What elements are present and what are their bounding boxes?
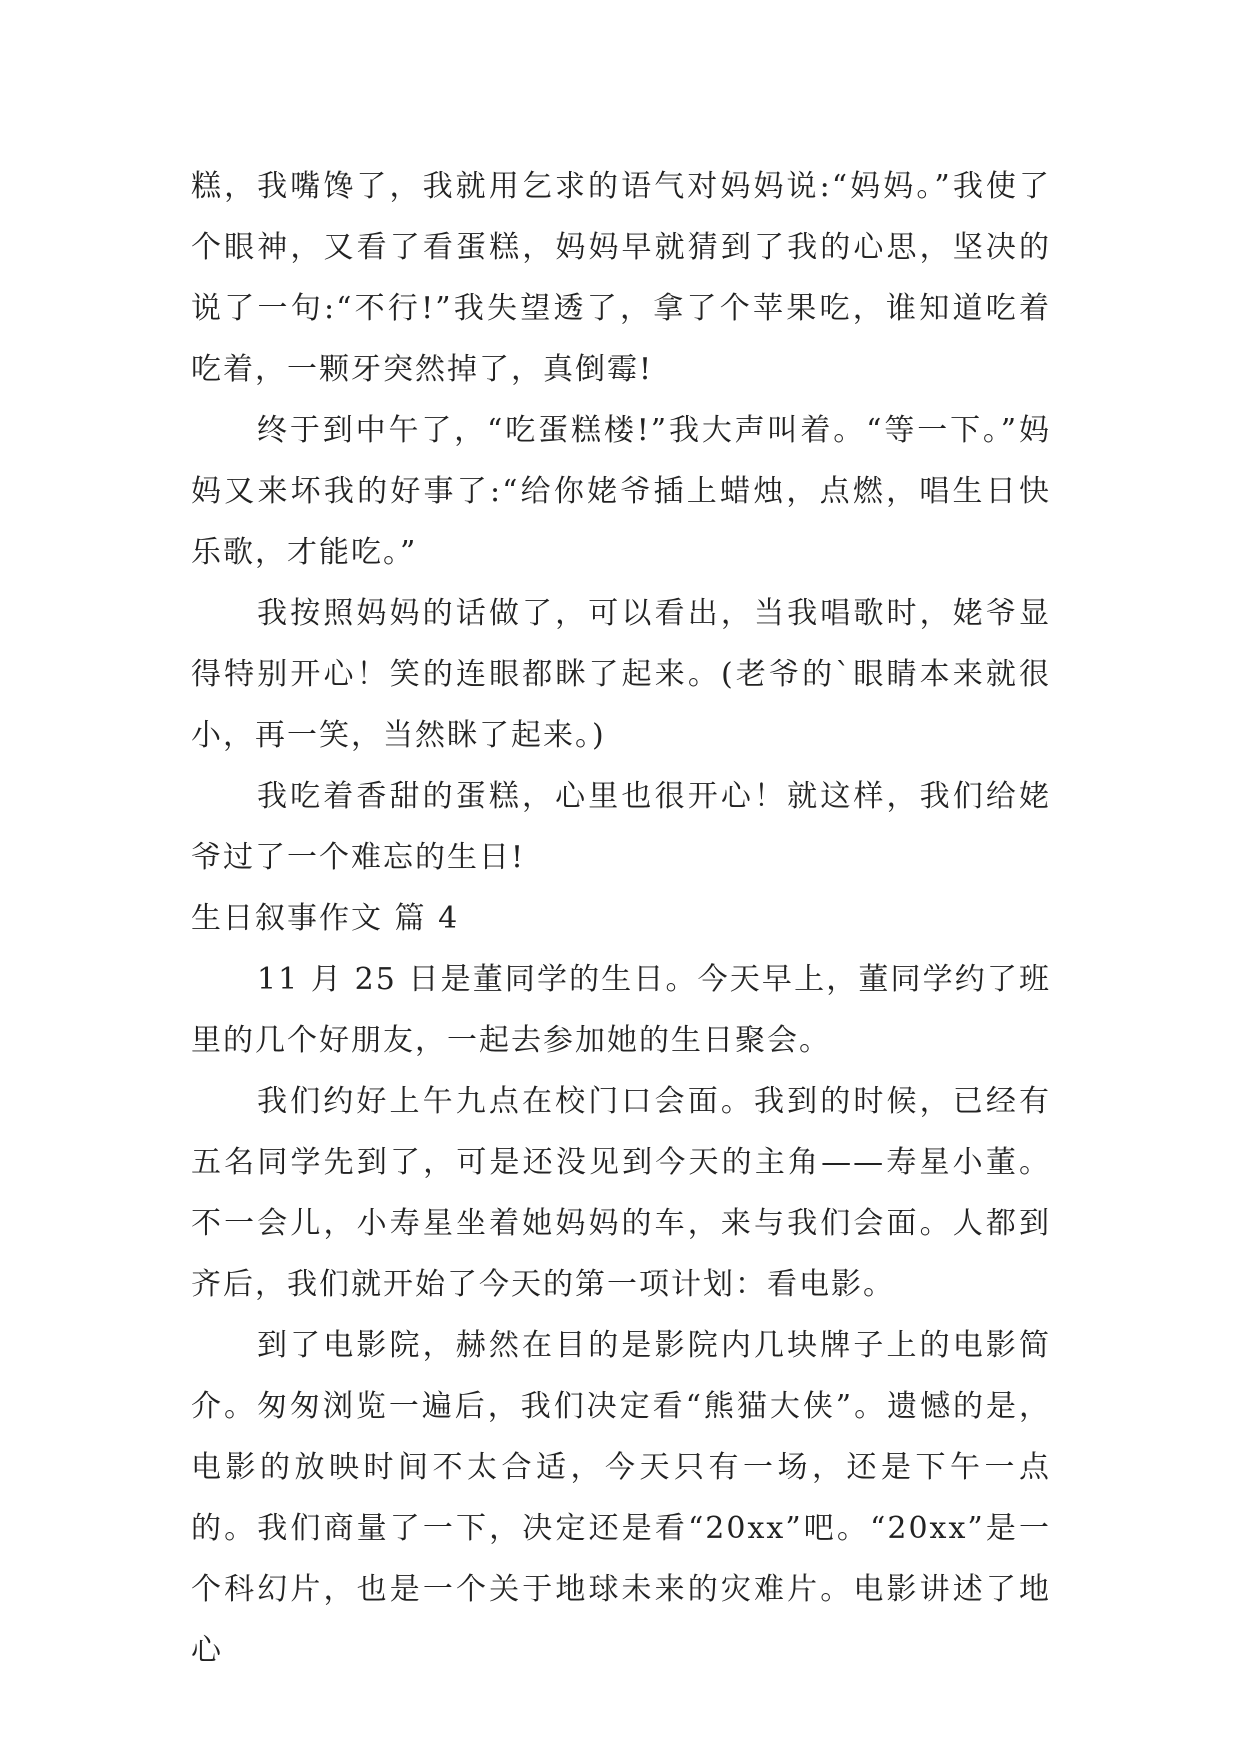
section-heading: 生日叙事作文 篇 4 bbox=[191, 901, 460, 936]
paragraph-1: 糕，我嘴馋了，我就用乞求的语气对妈妈说:“妈妈。”我使了个眼神，又看了看蛋糕，妈妈早就猜到了我的心思，坚决的说了一句:“不行!”我失望透了，拿了个苹果吃，谁知道吃着吃着，一颗牙突然掉了，真倒霉! bbox=[191, 169, 1051, 387]
paragraph-3: 我按照妈妈的话做了，可以看出，当我唱歌时，姥爷显得特别开心！笑的连眼都眯了起来。(老爷的`眼睛本来就很小，再一笑，当然眯了起来。) bbox=[191, 596, 1051, 753]
paragraph-2: 终于到中午了，“吃蛋糕楼!”我大声叫着。“等一下。”妈妈又来坏我的好事了:“给你姥爷插上蜡烛，点燃，唱生日快乐歌，才能吃。” bbox=[191, 413, 1051, 570]
paragraph-6: 我们约好上午九点在校门口会面。我到的时候，已经有五名同学先到了，可是还没见到今天的主角——寿星小董。不一会儿，小寿星坐着她妈妈的车，来与我们会面。人都到齐后，我们就开始了今天的第一项计划：看电影。 bbox=[191, 1084, 1051, 1302]
paragraph-5: 11 月 25 日是董同学的生日。今天早上，董同学约了班里的几个好朋友，一起去参加她的生日聚会。 bbox=[191, 962, 1051, 1058]
document-body bbox=[191, 156, 1051, 1681]
paragraph-4: 我吃着香甜的蛋糕，心里也很开心！就这样，我们给姥爷过了一个难忘的生日! bbox=[191, 779, 1051, 875]
paragraph-7: 到了电影院，赫然在目的是影院内几块牌子上的电影简介。匆匆浏览一遍后，我们决定看“熊猫大侠”。遗憾的是，电影的放映时间不太合适，今天只有一场，还是下午一点的。我们商量了一下，决定还是看“20xx”吧。“20xx”是一个科幻片，也是一个关于地球未来的灾难片。电影讲述了地心 bbox=[191, 1328, 1051, 1668]
